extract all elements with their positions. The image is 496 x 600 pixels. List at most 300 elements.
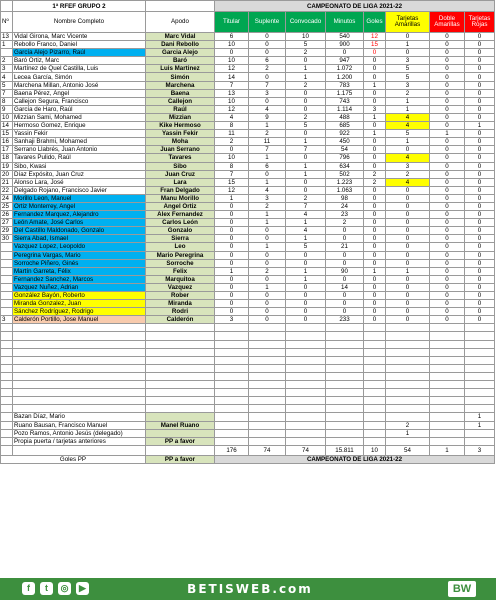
empty-cell: [430, 389, 465, 397]
amarillas-value: 4: [386, 113, 430, 121]
player-name: Del Castillo Maldonado, Gonzalo: [13, 227, 146, 235]
suplente-value: 1: [249, 219, 286, 227]
convocado-value: 1: [286, 65, 326, 73]
titular-value: 0: [215, 251, 249, 259]
player-nick: Rober: [146, 292, 215, 300]
suplente-value: 1: [249, 122, 286, 130]
empty-cell: [146, 397, 215, 405]
doble-value: 0: [430, 57, 465, 65]
rojas-value: 0: [465, 251, 495, 259]
player-number: 30: [1, 235, 13, 243]
empty-cell: [430, 372, 465, 380]
empty-row: [1, 381, 495, 389]
doble-value: 0: [430, 122, 465, 130]
suplente-value: 0: [249, 275, 286, 283]
empty-cell: [364, 429, 386, 437]
convocado-value: 2: [286, 49, 326, 57]
player-nick: Carlos León: [146, 219, 215, 227]
empty-cell: [326, 389, 364, 397]
empty-cell: [146, 389, 215, 397]
total-g: 10: [364, 445, 386, 455]
empty-cell: [249, 332, 286, 340]
empty-cell: [146, 372, 215, 380]
amarillas-value: [386, 413, 430, 421]
rojas-value: 0: [465, 202, 495, 210]
doble-value: 0: [430, 81, 465, 89]
convocado-value: 0: [286, 130, 326, 138]
convocado-value: 0: [286, 57, 326, 65]
empty-cell: [249, 356, 286, 364]
player-nick: Baena: [146, 89, 215, 97]
titular-value: 0: [215, 235, 249, 243]
player-nick: Mario Peregrina: [146, 251, 215, 259]
empty-cell: [215, 372, 249, 380]
titular-value: 7: [215, 81, 249, 89]
titular-value: 1: [215, 267, 249, 275]
player-row: [1, 33, 495, 41]
doble-value: 0: [430, 194, 465, 202]
empty-cell: [1, 397, 13, 405]
player-row: [1, 194, 495, 202]
goles-value: 0: [364, 186, 386, 194]
empty-cell: [286, 348, 326, 356]
player-row: [1, 235, 495, 243]
suplente-value: 2: [249, 267, 286, 275]
empty-cell: [465, 372, 495, 380]
convocado-value: 1: [286, 219, 326, 227]
campaign-title: CAMPEONATO DE LIGA 2021-22: [215, 1, 495, 12]
empty-cell: [13, 332, 146, 340]
goles-value: 0: [364, 65, 386, 73]
player-nick: Sorroche: [146, 259, 215, 267]
rojas-value: 0: [465, 211, 495, 219]
player-number: 13: [1, 33, 13, 41]
goles-value: 0: [364, 251, 386, 259]
goles-value: 0: [364, 219, 386, 227]
youtube-icon[interactable]: ▶: [76, 582, 89, 595]
minutos-value: 0: [326, 49, 364, 57]
convocado-value: 0: [286, 154, 326, 162]
extra-row: [1, 429, 495, 437]
goles-value: 0: [364, 300, 386, 308]
player-nick: Lara: [146, 178, 215, 186]
titular-value: 3: [215, 316, 249, 324]
suplente-value: 1: [249, 211, 286, 219]
minutos-value: 1.175: [326, 89, 364, 97]
empty-cell: [364, 381, 386, 389]
player-row: [1, 243, 495, 251]
player-nick: Miranda: [146, 300, 215, 308]
player-name: Delgado Rojano, Francisco Javier: [13, 186, 146, 194]
empty-cell: [1, 381, 13, 389]
suplente-value: 2: [249, 202, 286, 210]
rojas-value: 0: [465, 186, 495, 194]
empty-cell: [13, 389, 146, 397]
empty-cell: [249, 389, 286, 397]
amarillas-value: 0: [386, 194, 430, 202]
amarillas-value: 2: [386, 89, 430, 97]
empty-cell: [465, 381, 495, 389]
suplente-value: 0: [249, 308, 286, 316]
doble-value: 0: [430, 154, 465, 162]
titular-value: 12: [215, 65, 249, 73]
doble-value: 0: [430, 292, 465, 300]
empty-cell: [326, 413, 364, 421]
titular-value: 0: [215, 300, 249, 308]
player-number: 3: [1, 65, 13, 73]
player-number: 16: [1, 138, 13, 146]
player-nick: Alex Fernandez: [146, 211, 215, 219]
player-name: Baró Ortiz, Marc: [13, 57, 146, 65]
titular-value: 0: [215, 308, 249, 316]
minutos-value: 634: [326, 162, 364, 170]
goles-value: 1: [364, 113, 386, 121]
convocado-value: 1: [286, 267, 326, 275]
titular-value: 11: [215, 130, 249, 138]
empty-row: [1, 348, 495, 356]
rojas-value: 1: [465, 421, 495, 429]
amarillas-value: 0: [386, 33, 430, 41]
empty-cell: [215, 381, 249, 389]
player-nick: Manu Morillo: [146, 194, 215, 202]
empty-cell: [1, 429, 13, 437]
amarillas-value: 0: [386, 251, 430, 259]
player-nick: Raúl: [146, 105, 215, 113]
empty-cell: [364, 405, 386, 413]
amarillas-value: 0: [386, 300, 430, 308]
empty-cell: [1, 372, 13, 380]
convocado-value: 1: [286, 138, 326, 146]
empty-cell: [364, 356, 386, 364]
col-rojas: Tarjetas Rojas: [465, 12, 495, 33]
goles-value: 0: [364, 211, 386, 219]
player-number: 14: [1, 122, 13, 130]
empty-cell: [1, 421, 13, 429]
extra-name: Ruano Bausan, Francisco Manuel: [13, 421, 146, 429]
rojas-value: 0: [465, 259, 495, 267]
minutos-value: 24: [326, 202, 364, 210]
convocado-value: 0: [286, 89, 326, 97]
minutos-value: 0: [326, 292, 364, 300]
empty-cell: [465, 405, 495, 413]
amarillas-value: 0: [386, 275, 430, 283]
empty-cell: [386, 381, 430, 389]
player-row: [1, 308, 495, 316]
empty-cell: [465, 356, 495, 364]
convocado-value: 0: [286, 105, 326, 113]
suplente-value: 4: [249, 105, 286, 113]
empty-cell: [364, 372, 386, 380]
empty-cell: [430, 405, 465, 413]
empty-cell: [215, 324, 249, 332]
titular-value: 0: [215, 227, 249, 235]
empty-cell: [465, 348, 495, 356]
amarillas-value: 0: [386, 308, 430, 316]
player-number: [1, 259, 13, 267]
empty-cell: [386, 356, 430, 364]
player-nick: Juan Cruz: [146, 170, 215, 178]
player-number: 15: [1, 130, 13, 138]
player-row: [1, 97, 495, 105]
titular-value: 0: [215, 211, 249, 219]
rojas-value: 0: [465, 316, 495, 324]
doble-value: 0: [430, 300, 465, 308]
empty-cell: [286, 332, 326, 340]
goles-value: 2: [364, 170, 386, 178]
suplente-value: 0: [249, 41, 286, 49]
empty-cell: [13, 445, 146, 455]
minutos-value: 23: [326, 211, 364, 219]
col-nick: Apodo: [146, 12, 215, 33]
minutos-value: 922: [326, 130, 364, 138]
titular-value: 0: [215, 202, 249, 210]
player-nick: Vazquez: [146, 283, 215, 291]
player-number: 10: [1, 113, 13, 121]
convocado-value: 0: [286, 292, 326, 300]
doble-value: 0: [430, 178, 465, 186]
empty-cell: [215, 356, 249, 364]
empty-row: [1, 389, 495, 397]
amarillas-value: 4: [386, 122, 430, 130]
amarillas-value: 0: [386, 243, 430, 251]
suplente-value: 0: [249, 49, 286, 57]
empty-cell: [386, 397, 430, 405]
convocado-value: 1: [286, 235, 326, 243]
empty-cell: [326, 397, 364, 405]
empty-cell: [249, 372, 286, 380]
col-amarillas: Tarjetas Amarillas: [386, 12, 430, 33]
player-name: Vazquez Nuñez, Adrian: [13, 283, 146, 291]
player-name: León Amate, José Carlos: [13, 219, 146, 227]
empty-row: [1, 324, 495, 332]
rojas-value: 0: [465, 130, 495, 138]
empty-cell: [386, 324, 430, 332]
goles-value: 0: [364, 194, 386, 202]
empty-cell: [364, 340, 386, 348]
empty-cell: [386, 372, 430, 380]
minutos-value: 90: [326, 267, 364, 275]
rojas-value: 0: [465, 97, 495, 105]
extra-row: [1, 437, 495, 445]
player-nick: Felix: [146, 267, 215, 275]
rojas-value: 0: [465, 73, 495, 81]
player-row: [1, 162, 495, 170]
twitter-icon[interactable]: t: [40, 582, 53, 595]
empty-cell: [286, 340, 326, 348]
facebook-icon[interactable]: f: [22, 582, 35, 595]
col-name: Nombre Completo: [13, 12, 146, 33]
player-row: [1, 41, 495, 49]
amarillas-value: 0: [386, 316, 430, 324]
empty-cell: [364, 348, 386, 356]
empty-cell: [146, 348, 215, 356]
titular-value: 0: [215, 49, 249, 57]
amarillas-value: 2: [386, 421, 430, 429]
amarillas-value: 3: [386, 162, 430, 170]
empty-cell: [326, 364, 364, 372]
empty-cell: [465, 389, 495, 397]
goles-value: 0: [364, 97, 386, 105]
player-nick: Marc Vidal: [146, 33, 215, 41]
rojas-value: 0: [465, 219, 495, 227]
rojas-value: 0: [465, 235, 495, 243]
total-r: 3: [465, 445, 495, 455]
amarillas-value: 0: [386, 292, 430, 300]
player-nick: Sibo: [146, 162, 215, 170]
empty-cell: [1, 340, 13, 348]
rojas-value: 1: [465, 122, 495, 130]
amarillas-value: 5: [386, 73, 430, 81]
player-number: [1, 300, 13, 308]
empty-cell: [249, 413, 286, 421]
rojas-value: 0: [465, 308, 495, 316]
rojas-value: 0: [465, 57, 495, 65]
minutos-value: 1.223: [326, 178, 364, 186]
doble-value: 0: [430, 251, 465, 259]
suplente-value: 0: [249, 292, 286, 300]
empty-cell: [215, 397, 249, 405]
empty-cell: [13, 340, 146, 348]
empty-cell: [326, 429, 364, 437]
doble-value: 0: [430, 283, 465, 291]
amarillas-value: 0: [386, 227, 430, 235]
player-name: Sánchez Rodríguez, Rodrigo: [13, 308, 146, 316]
player-nick: Tavares: [146, 154, 215, 162]
rojas-value: 0: [465, 146, 495, 154]
empty-cell: [215, 437, 249, 445]
instagram-icon[interactable]: ◎: [58, 582, 71, 595]
empty-cell: [286, 356, 326, 364]
extra-nick: PP a favor: [146, 437, 215, 445]
col-goles: Goles: [364, 12, 386, 33]
player-row: [1, 283, 495, 291]
total-t: 176: [215, 445, 249, 455]
empty-cell: [364, 413, 386, 421]
goles-value: 0: [364, 292, 386, 300]
amarillas-value: 0: [386, 283, 430, 291]
suplente-value: 4: [249, 186, 286, 194]
minutos-value: 14: [326, 283, 364, 291]
amarillas-value: 0: [386, 202, 430, 210]
player-name: Martínez de Quel Castilla, Luis: [13, 65, 146, 73]
player-nick: Callejon: [146, 97, 215, 105]
extra-nick: Manel Ruano: [146, 421, 215, 429]
convocado-value: 2: [286, 113, 326, 121]
goles-value: 15: [364, 41, 386, 49]
empty-cell: [465, 397, 495, 405]
empty-cell: [215, 340, 249, 348]
player-number: 18: [1, 154, 13, 162]
player-name: Díaz Expósito, Juan Cruz: [13, 170, 146, 178]
empty-cell: [286, 413, 326, 421]
player-row: [1, 65, 495, 73]
titular-value: 1: [215, 194, 249, 202]
goles-value: 0: [364, 162, 386, 170]
player-row: [1, 186, 495, 194]
doble-value: 0: [430, 211, 465, 219]
goles-value: 3: [364, 105, 386, 113]
empty-cell: [286, 389, 326, 397]
empty-row: [1, 405, 495, 413]
player-nick: Dani Rebollo: [146, 41, 215, 49]
empty-cell: [249, 421, 286, 429]
empty-cell: [465, 324, 495, 332]
empty-cell: [386, 332, 430, 340]
doble-value: 0: [430, 243, 465, 251]
player-row: [1, 89, 495, 97]
doble-value: 0: [430, 170, 465, 178]
goles-pp-label: Goles PP: [1, 455, 146, 463]
empty-cell: [326, 332, 364, 340]
goles-value: 0: [364, 89, 386, 97]
rojas-value: 0: [465, 267, 495, 275]
player-row: [1, 122, 495, 130]
player-row: [1, 49, 495, 57]
player-row: [1, 292, 495, 300]
player-row: [1, 227, 495, 235]
convocado-value: 10: [286, 33, 326, 41]
doble-value: 0: [430, 73, 465, 81]
minutos-value: 0: [326, 227, 364, 235]
goles-value: 0: [364, 202, 386, 210]
amarillas-value: 5: [386, 65, 430, 73]
player-nick: Rodri: [146, 308, 215, 316]
rojas-value: 0: [465, 227, 495, 235]
minutos-value: 900: [326, 41, 364, 49]
col-suplente: Suplente: [249, 12, 286, 33]
minutos-value: 502: [326, 170, 364, 178]
minutos-value: 0: [326, 251, 364, 259]
rojas-value: 0: [465, 292, 495, 300]
player-name: Ortiz Monterrey, Angel: [13, 202, 146, 210]
empty-cell: [430, 364, 465, 372]
empty-cell: [13, 372, 146, 380]
empty-cell: [249, 348, 286, 356]
empty-cell: [326, 340, 364, 348]
convocado-value: 4: [286, 227, 326, 235]
doble-value: 0: [430, 105, 465, 113]
empty-cell: [364, 389, 386, 397]
empty-cell: [215, 429, 249, 437]
col-convocado: Convocado: [286, 12, 326, 33]
goles-value: 1: [364, 130, 386, 138]
player-number: [1, 283, 13, 291]
amarillas-value: 1: [386, 97, 430, 105]
empty-cell: [146, 364, 215, 372]
player-row: [1, 57, 495, 65]
doble-value: 0: [430, 97, 465, 105]
suplente-value: 9: [249, 113, 286, 121]
player-row: [1, 73, 495, 81]
minutos-value: 743: [326, 97, 364, 105]
player-name: Miranda Gonzalez, Juan: [13, 300, 146, 308]
empty-cell: [364, 324, 386, 332]
minutos-value: 0: [326, 235, 364, 243]
convocado-value: 0: [286, 316, 326, 324]
group-title: 1ª RFEF GRUPO 2: [13, 1, 146, 12]
empty-cell: [326, 437, 364, 445]
empty-cell: [146, 405, 215, 413]
goles-value: 0: [364, 227, 386, 235]
empty-cell: [386, 405, 430, 413]
empty-cell: [430, 397, 465, 405]
player-nick: Baró: [146, 57, 215, 65]
empty-cell: [1, 413, 13, 421]
amarillas-value: 3: [386, 57, 430, 65]
player-row: [1, 316, 495, 324]
player-nick: Leo: [146, 243, 215, 251]
player-number: 26: [1, 211, 13, 219]
